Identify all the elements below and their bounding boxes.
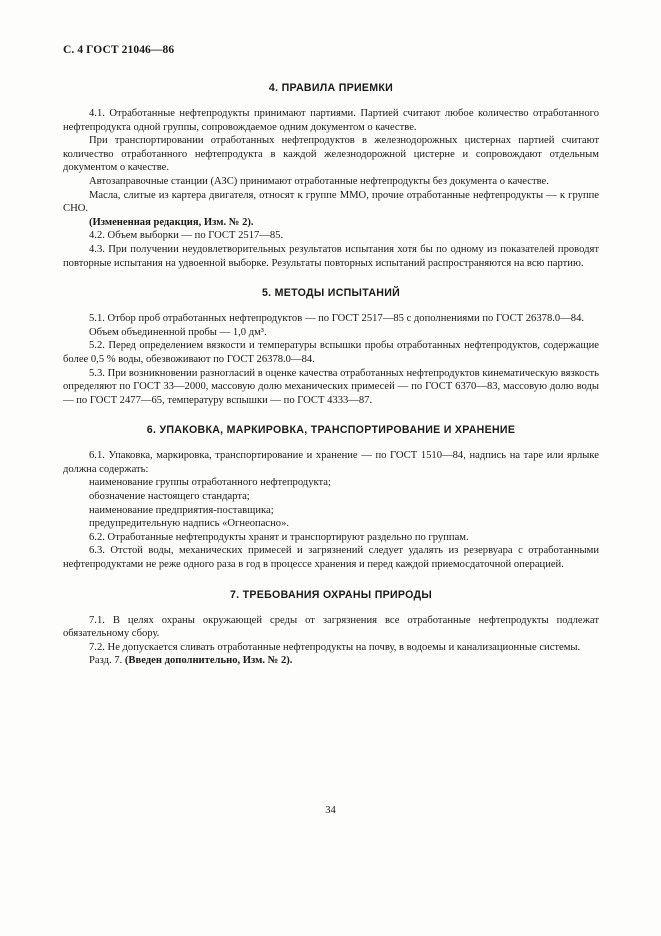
paragraph: Масла, слитые из картера двигателя, относят к группе ММО, прочие отработанные нефтепродукты — к группе СНО. bbox=[63, 189, 599, 215]
page-number: 34 bbox=[325, 805, 336, 816]
paragraph: 4.2. Объем выборки — по ГОСТ 2517—85. bbox=[89, 230, 284, 242]
section-title: 6. УПАКОВКА, МАРКИРОВКА, ТРАНСПОРТИРОВАНИЕ И ХРАНЕНИЕ bbox=[146, 424, 516, 437]
section-4 bbox=[63, 82, 599, 270]
section-6 bbox=[63, 424, 599, 571]
paragraph: Объем объединенной пробы — 1,0 дм³. bbox=[89, 326, 267, 338]
paragraph: 4.3. При получении неудовлетворительных результатов испытания хотя бы по одному из показателей проводят повторные испытания на удвоенной выборке. Результаты повторных испытаний распространяются на всю партию. bbox=[63, 243, 599, 269]
paragraph: 6.2. Отработанные нефтепродукты хранят и транспортируют раздельно по группам. bbox=[89, 531, 469, 543]
paragraph: 5.2. Перед определением вязкости и температуры вспышки пробы отработанных нефтепродуктов, содержащие более 0,5 % воды, обезвоживают по ГОСТ 26378.0—84. bbox=[63, 340, 599, 365]
list-item: обозначение настоящего стандарта; bbox=[89, 491, 250, 503]
paragraph: Автозаправочные станции (АЗС) принимают отработанные нефтепродукты без документа о качестве. bbox=[89, 175, 549, 187]
paragraph: 6.3. Отстой воды, механических примесей и загрязнений следует удалять из резервуара с отработанными нефтепродуктами не реже одного раза в год в процессе хранения и перед каждой приемосдаточной операцией. bbox=[63, 545, 599, 571]
amendment-note: Разд. 7. (Введен дополнительно, Изм. № 2). bbox=[89, 655, 293, 667]
paragraph: 4.1. Отработанные нефтепродукты принимают партиями. Партией считают любое количество отработанного нефтепродукта одной группы, сопровождаемое одним документом о качестве. bbox=[63, 108, 599, 133]
page-header: С. 4 ГОСТ 21046—86 bbox=[63, 44, 175, 56]
section-title: 7. ТРЕБОВАНИЯ ОХРАНЫ ПРИРОДЫ bbox=[229, 588, 433, 601]
list-item: наименование группы отработанного нефтепродукта; bbox=[89, 477, 331, 489]
paragraph: 7.1. В целях охраны окружающей среды от загрязнения все отработанные нефтепродукты подлежат обязательному сбору. bbox=[63, 614, 599, 640]
section-7 bbox=[63, 589, 599, 668]
list-item: наименование предприятия-поставщика; bbox=[89, 504, 274, 516]
paragraph: 5.1. Отбор проб отработанных нефтепродуктов — по ГОСТ 2517—85 с дополнениями по ГОСТ 26378.0—84. bbox=[89, 313, 585, 325]
amendment-note: (Измененная редакция, Изм. № 2). bbox=[89, 216, 254, 228]
document-page bbox=[63, 44, 599, 685]
paragraph: 5.3. При возникновении разногласий в оценке качества отработанных нефтепродуктов кинематическую вязкость определяют по ГОСТ 33—2000, массовую долю механических примесей — по ГОСТ 6370—83, массовую долю воды — по ГОСТ 2477—65, температуру вспышки — по ГОСТ 4333—87. bbox=[63, 367, 599, 406]
paragraph: 7.2. Не допускается сливать отработанные нефтепродукты на почву, в водоемы и канализационные системы. bbox=[89, 641, 581, 653]
paragraph: 6.1. Упаковка, маркировка, транспортирование и хранение — по ГОСТ 1510—84, надпись на таре или ярлыке должна содержать: bbox=[63, 450, 599, 475]
section-title: 4. ПРАВИЛА ПРИЕМКИ bbox=[268, 82, 394, 94]
section-title: 5. МЕТОДЫ ИСПЫТАНИЙ bbox=[261, 287, 401, 300]
paragraph: При транспортировании отработанных нефтепродуктов в железнодорожных цистернах партией считают количество отработанного нефтепродукта в каждой железнодорожной цистерне и сопровождают отдельным документом о качестве. bbox=[63, 135, 599, 174]
section-5 bbox=[63, 287, 599, 407]
list-item: предупредительную надпись «Огнеопасно». bbox=[89, 518, 290, 530]
